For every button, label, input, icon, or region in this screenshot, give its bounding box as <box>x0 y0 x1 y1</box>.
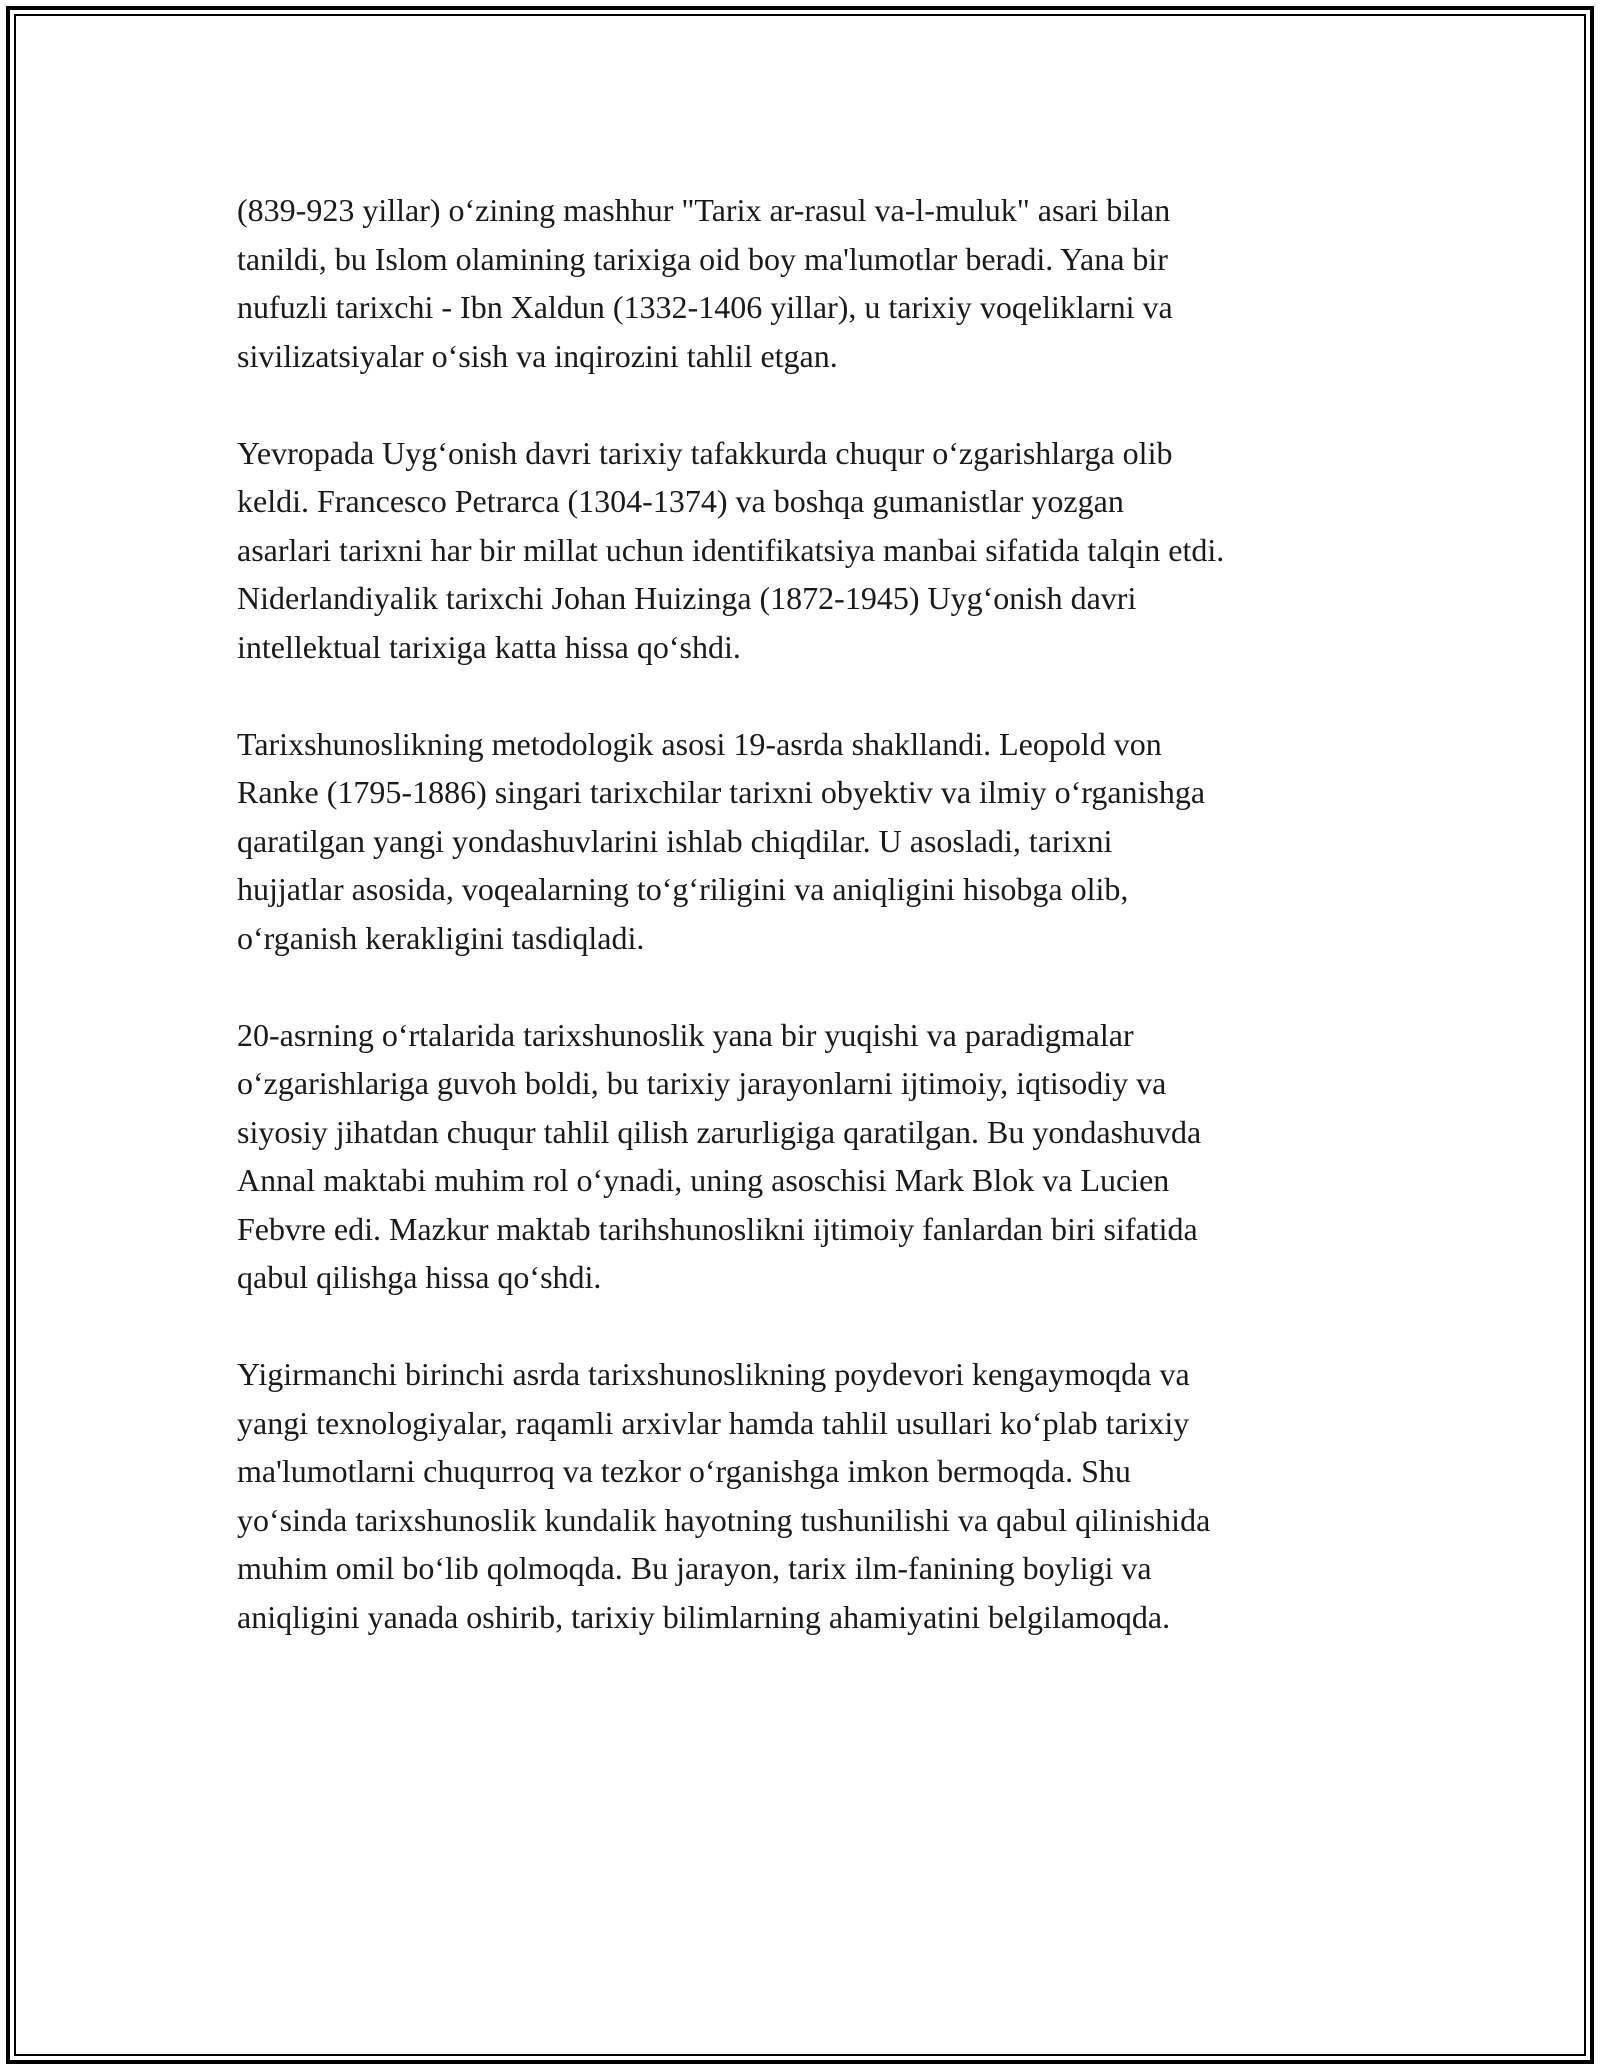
text-line: muhim omil bo‘lib qolmoqda. Bu jarayon, tarix ilm-fanining boyligi va <box>237 1550 1152 1586</box>
text-line: Tarixshunoslikning metodologik asosi 19-asrda shakllandi. Leopold von <box>237 725 1162 762</box>
text-line: o‘rganish kerakligini tasdiqladi. <box>237 919 645 956</box>
text-line: qaratilgan yangi yondashuvlarini ishlab chiqdilar. U asosladi, tarixni <box>237 822 1113 859</box>
text-line: Yigirmanchi birinchi asrda tarixshunoslikning poydevori kengaymoqda va <box>237 1356 1190 1392</box>
text-line: keldi. Francesco Petrarca (1304-1374) va boshqa gumanistlar yozgan <box>237 483 1124 519</box>
paragraph-2 <box>237 429 1387 672</box>
text-line: yangi texnologiyalar, raqamli arxivlar hamda tahlil usullari ko‘plab tarixiy <box>237 1404 1190 1441</box>
paragraph-3 <box>237 720 1387 963</box>
text-line: o‘zgarishlariga guvoh boldi, bu tarixiy jarayonlarni ijtimoiy, iqtisodiy va <box>237 1065 1167 1101</box>
paragraph-5 <box>237 1350 1387 1641</box>
text-line: siyosiy jihatdan chuqur tahlil qilish zarurligiga qaratilgan. Bu yondashuvda <box>237 1113 1202 1150</box>
paragraph-4 <box>237 1011 1387 1302</box>
text-line: intellektual tarixiga katta hissa qo‘shdi. <box>237 628 741 665</box>
text-line: Yevropada Uyg‘onish davri tarixiy tafakkurda chuqur o‘zgarishlarga olib <box>237 434 1173 471</box>
text-line: aniqligini yanada oshirib, tarixiy bilimlarning ahamiyatini belgilamoqda. <box>237 1598 1171 1635</box>
text-line: 20-asrning o‘rtalarida tarixshunoslik yana bir yuqishi va paradigmalar <box>237 1016 1134 1053</box>
text-line: nufuzli tarixchi - Ibn Xaldun (1332-1406 yillar), u tarixiy voqeliklarni va <box>237 289 1173 325</box>
text-line: Annal maktabi muhim rol o‘ynadi, uning asoschisi Mark Blok va Lucien <box>237 1162 1170 1198</box>
text-line: sivilizatsiyalar o‘sish va inqirozini tahlil etgan. <box>237 337 838 374</box>
text-line: tanildi, bu Islom olamining tarixiga oid boy ma'lumotlar beradi. Yana bir <box>237 240 1168 277</box>
document-body <box>237 186 1387 1690</box>
text-line: ma'lumotlarni chuqurroq va tezkor o‘rganishga imkon bermoqda. Shu <box>237 1453 1131 1489</box>
text-line: yo‘sinda tarixshunoslik kundalik hayotning tushunilishi va qabul qilinishida <box>237 1501 1211 1538</box>
text-line: hujjatlar asosida, voqealarning to‘g‘riligini va aniqligini hisobga olib, <box>237 871 1129 907</box>
text-line: (839-923 yillar) o‘zining mashhur "Tarix ar-rasul va-l-muluk" asari bilan <box>237 192 1171 228</box>
text-line: qabul qilishga hissa qo‘shdi. <box>237 1259 602 1295</box>
paragraph-1 <box>237 186 1387 380</box>
text-line: Ranke (1795-1886) singari tarixchilar tarixni obyektiv va ilmiy o‘rganishga <box>237 774 1206 810</box>
text-line: Niderlandiyalik tarixchi Johan Huizinga (1872-1945) Uyg‘onish davri <box>237 580 1137 616</box>
text-line: asarlari tarixni har bir millat uchun identifikatsiya manbai sifatida talqin etdi. <box>237 531 1225 568</box>
text-line: Febvre edi. Mazkur maktab tarihshunoslikni ijtimoiy fanlardan biri sifatida <box>237 1210 1198 1247</box>
